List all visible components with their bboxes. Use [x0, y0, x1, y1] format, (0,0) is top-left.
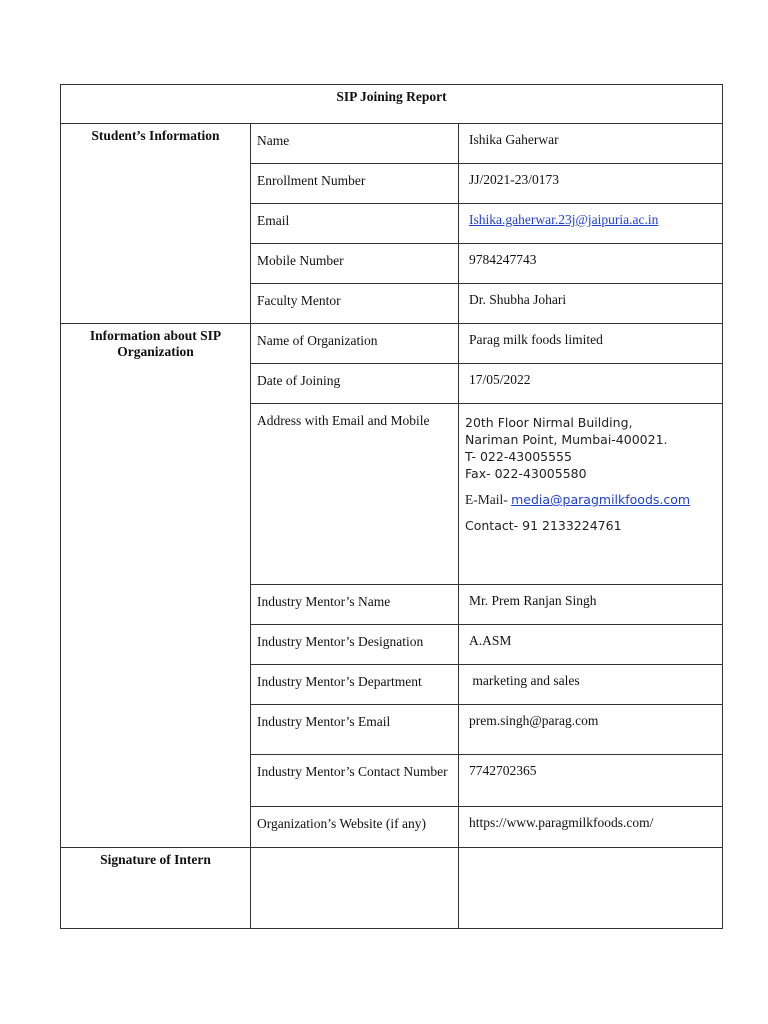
student-email-link[interactable]: Ishika.gaherwar.23j@jaipuria.ac.in	[469, 212, 659, 227]
joining-date-value: 17/05/2022	[459, 364, 723, 404]
signature-cell-2	[459, 848, 723, 929]
sip-joining-report-table	[60, 84, 723, 929]
address-phone: T- 022-43005555	[465, 449, 572, 464]
address-block	[459, 404, 722, 534]
address-contact: Contact- 91 2133224761	[465, 518, 622, 533]
mentor-name-value: Mr. Prem Ranjan Singh	[459, 585, 723, 625]
joining-date-label: Date of Joining	[251, 364, 459, 404]
signature-heading: Signature of Intern	[61, 848, 251, 929]
organization-section-heading: Information about SIP Organization	[61, 324, 251, 848]
report-title: SIP Joining Report	[61, 85, 723, 124]
address-fax: Fax- 022-43005580	[465, 466, 587, 481]
mentor-designation-value: A.ASM	[459, 625, 723, 665]
mentor-email-label: Industry Mentor’s Email	[251, 705, 459, 755]
mentor-department-label: Industry Mentor’s Department	[251, 665, 459, 705]
enrollment-label: Enrollment Number	[251, 164, 459, 204]
table-row	[61, 848, 723, 929]
name-value: Ishika Gaherwar	[459, 124, 723, 164]
faculty-mentor-value: Dr. Shubha Johari	[459, 284, 723, 324]
org-name-value: Parag milk foods limited	[459, 324, 723, 364]
address-email-label: E-Mail-	[465, 492, 512, 507]
address-line-1: 20th Floor Nirmal Building,	[465, 415, 633, 430]
org-name-label: Name of Organization	[251, 324, 459, 364]
mentor-name-label: Industry Mentor’s Name	[251, 585, 459, 625]
mentor-designation-label: Industry Mentor’s Designation	[251, 625, 459, 665]
website-label: Organization’s Website (if any)	[251, 807, 459, 848]
table-row	[61, 324, 723, 364]
name-label: Name	[251, 124, 459, 164]
mentor-contact-value: 7742702365	[459, 755, 723, 807]
address-line-2: Nariman Point, Mumbai-400021.	[465, 432, 668, 447]
faculty-mentor-label: Faculty Mentor	[251, 284, 459, 324]
mobile-label: Mobile Number	[251, 244, 459, 284]
mentor-email-value: prem.singh@parag.com	[459, 705, 723, 755]
mentor-contact-label: Industry Mentor’s Contact Number	[251, 755, 459, 807]
table-row	[61, 124, 723, 164]
address-cell	[459, 404, 723, 585]
enrollment-value: JJ/2021-23/0173	[459, 164, 723, 204]
website-value: https://www.paragmilkfoods.com/	[459, 807, 723, 848]
student-section-heading: Student’s Information	[61, 124, 251, 324]
signature-cell-1	[251, 848, 459, 929]
mentor-department-value: marketing and sales	[459, 665, 723, 705]
email-label: Email	[251, 204, 459, 244]
org-email-link[interactable]: media@paragmilkfoods.com	[511, 492, 691, 507]
address-label: Address with Email and Mobile	[251, 404, 459, 585]
mobile-value: 9784247743	[459, 244, 723, 284]
